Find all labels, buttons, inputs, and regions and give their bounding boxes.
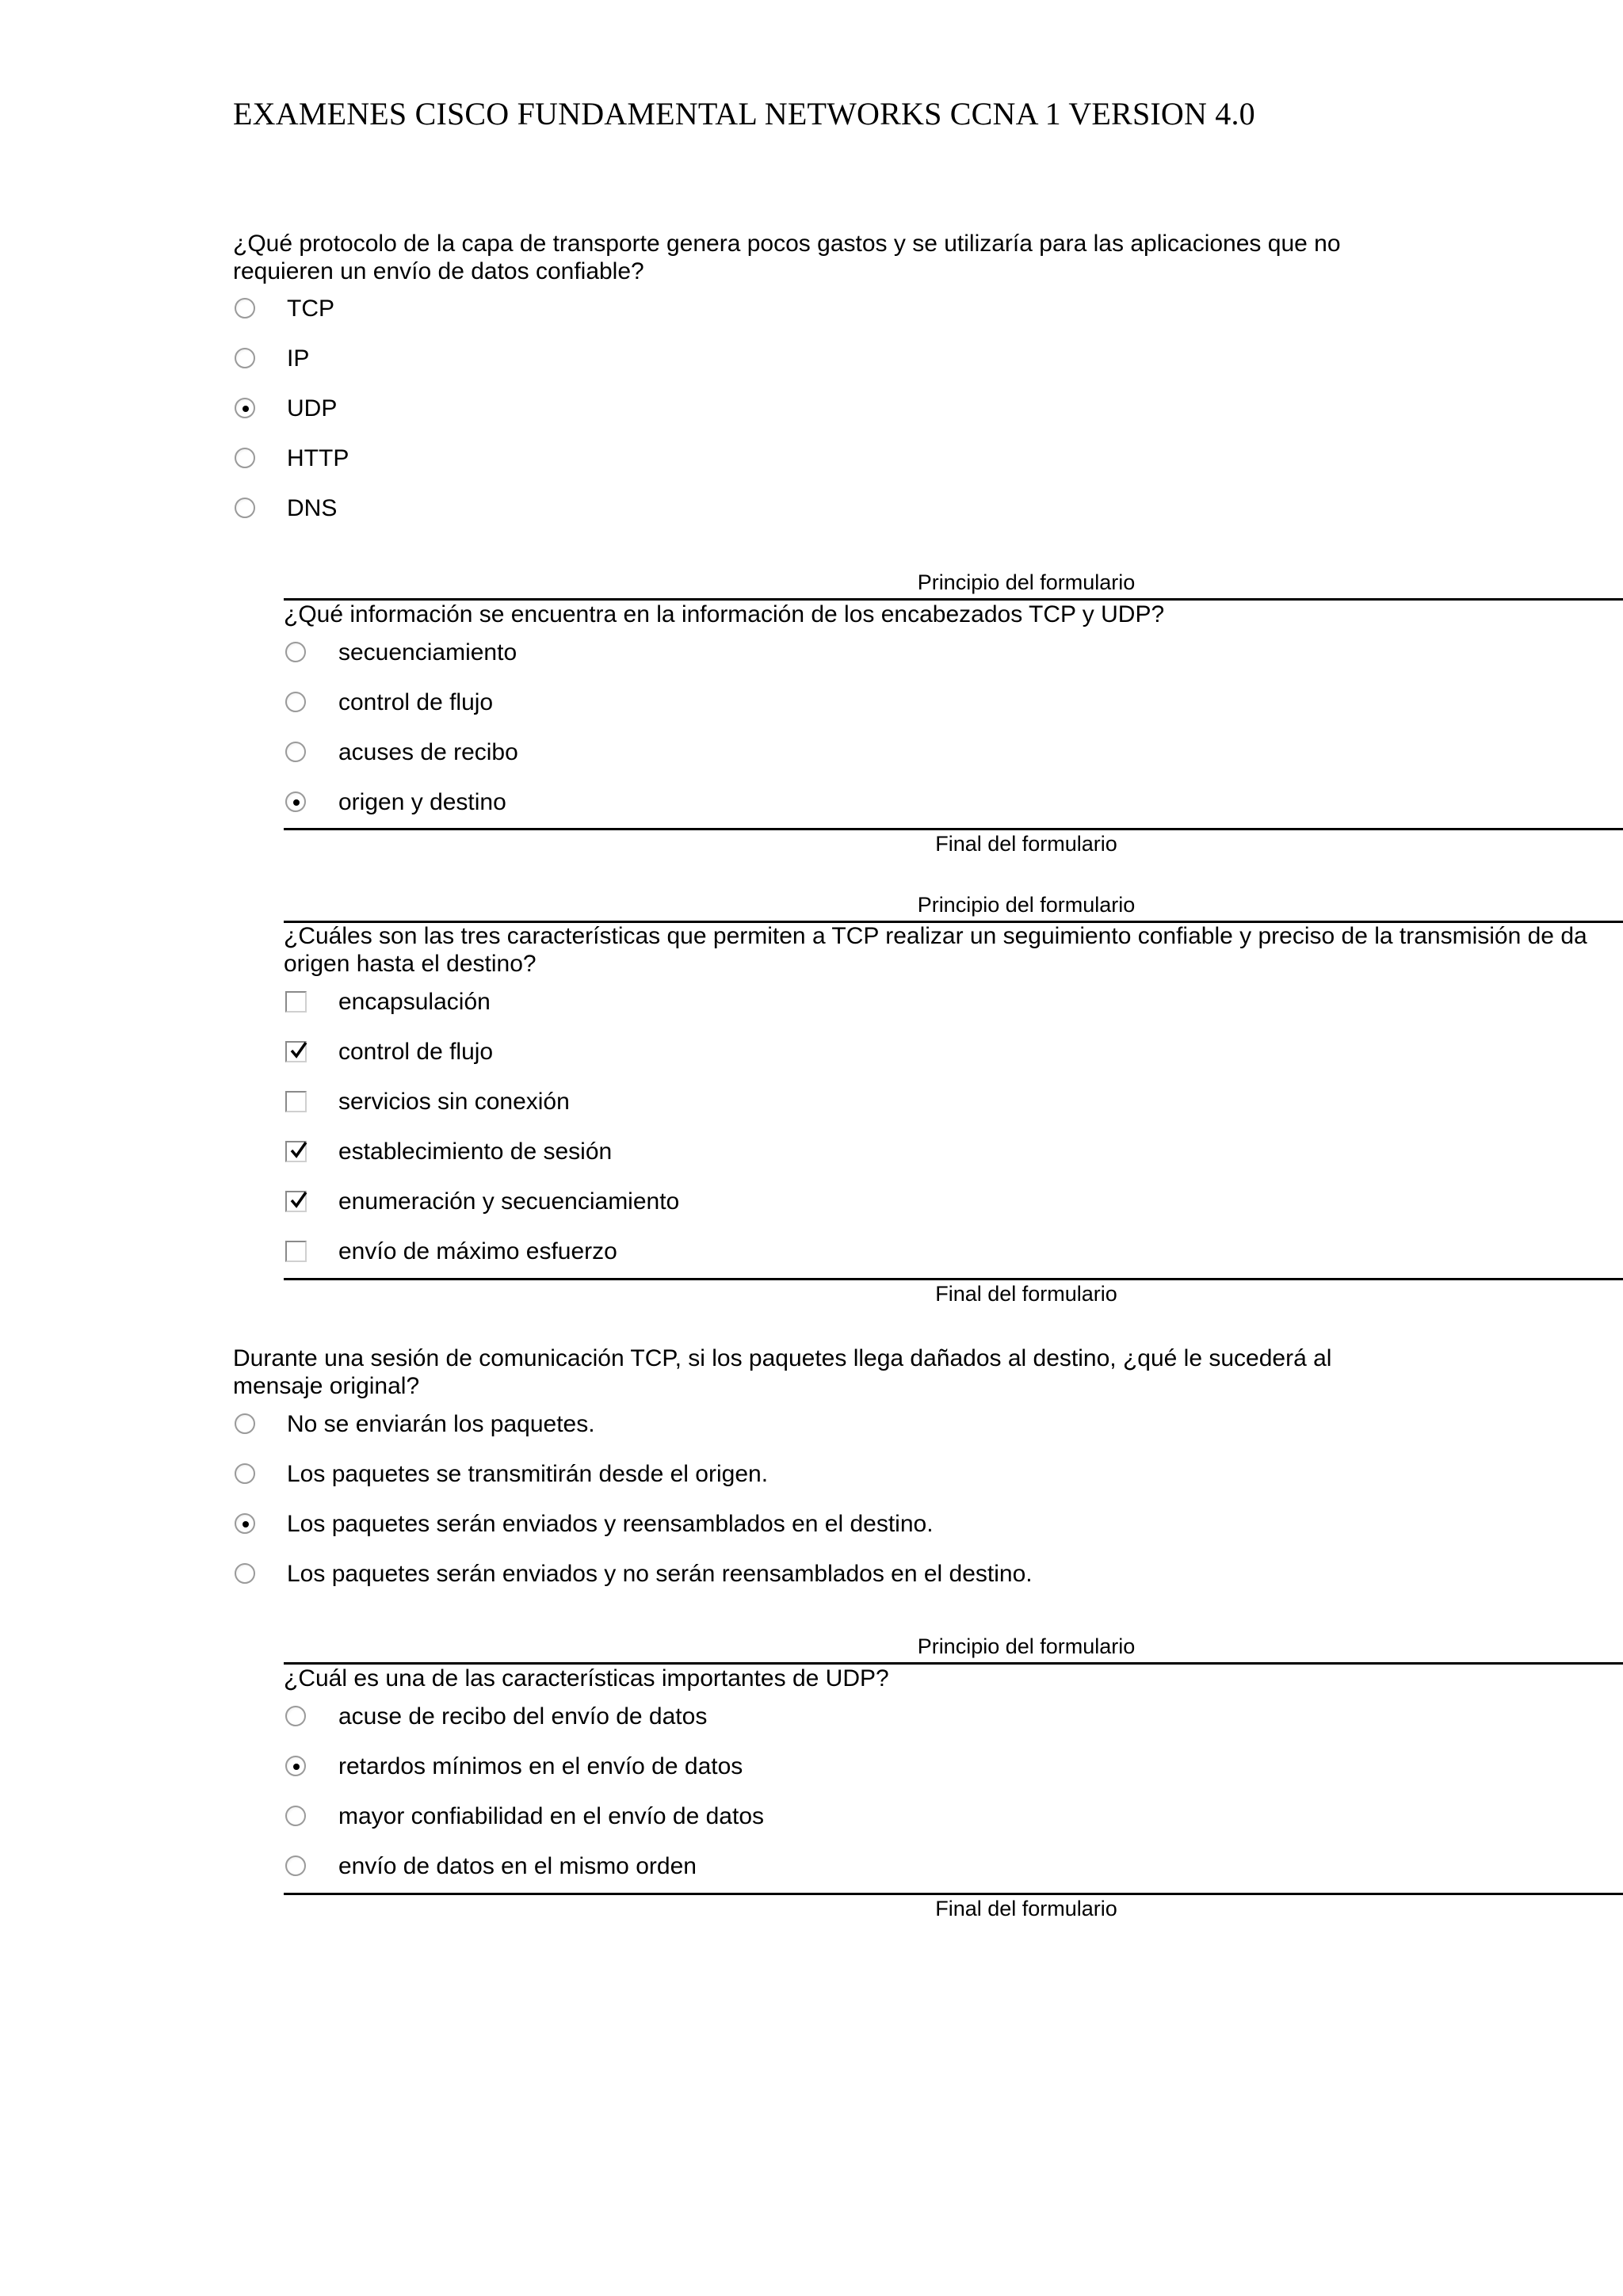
radio-button[interactable] xyxy=(235,1463,255,1484)
option-label: HTTP xyxy=(287,445,349,471)
radio-button[interactable] xyxy=(285,791,306,812)
option-label: Los paquetes serán enviados y no serán reensamblados en el destino. xyxy=(287,1561,1033,1587)
form-end-marker: Final del formulario xyxy=(935,1897,1117,1920)
option-label: acuses de recibo xyxy=(338,739,518,765)
form-bottom-rule xyxy=(284,1893,1623,1895)
option-label: acuse de recibo del envío de datos xyxy=(338,1703,708,1730)
q5-option-2[interactable] xyxy=(285,1751,743,1783)
option-label: control de flujo xyxy=(338,689,494,715)
option-label: mayor confiabilidad en el envío de datos xyxy=(338,1803,765,1829)
q2-option-control-de-flujo[interactable] xyxy=(285,687,493,719)
checkbox[interactable] xyxy=(285,1041,307,1062)
question-1-text: ¿Qué protocolo de la capa de transporte genera pocos gastos y se utilizaría para las aplicaciones que no requieren un envío de datos confiable? xyxy=(233,231,1341,284)
q1-option-udp[interactable] xyxy=(235,393,337,425)
option-label: control de flujo xyxy=(338,1039,494,1065)
radio-button[interactable] xyxy=(285,1706,306,1726)
radio-button[interactable] xyxy=(285,642,306,662)
form-bottom-rule xyxy=(284,828,1623,830)
form-start-marker: Principio del formulario xyxy=(917,1634,1136,1658)
form-end-marker: Final del formulario xyxy=(935,1282,1117,1306)
q2-option-secuenciamiento[interactable] xyxy=(285,637,517,669)
q1-option-tcp[interactable] xyxy=(235,293,334,325)
form-start-marker: Principio del formulario xyxy=(917,893,1136,917)
option-label: IP xyxy=(287,345,310,372)
q5-option-3[interactable] xyxy=(285,1801,764,1833)
question-2-text: ¿Qué información se encuentra en la información de los encabezados TCP y UDP? xyxy=(284,601,1165,627)
q3-option-encapsulacion[interactable] xyxy=(285,986,491,1018)
q1-option-dns[interactable] xyxy=(235,493,337,524)
radio-button[interactable] xyxy=(235,1413,255,1434)
q2-option-origen-y-destino[interactable] xyxy=(285,787,506,818)
checkbox[interactable] xyxy=(285,1091,307,1112)
option-label: Los paquetes serán enviados y reensamblados en el destino. xyxy=(287,1511,934,1537)
radio-button[interactable] xyxy=(285,1855,306,1876)
q3-option-servicios-sin-conexion[interactable] xyxy=(285,1086,570,1118)
option-label: UDP xyxy=(287,395,338,421)
q1-option-ip[interactable] xyxy=(235,343,309,375)
option-label: Los paquetes se transmitirán desde el origen. xyxy=(287,1461,769,1487)
option-label: origen y destino xyxy=(338,789,506,815)
radio-button[interactable] xyxy=(235,348,255,368)
q5-option-1[interactable] xyxy=(285,1701,707,1733)
checkmark-icon xyxy=(289,1040,308,1061)
form-start-marker: Principio del formulario xyxy=(917,570,1136,594)
question-5-text: ¿Cuál es una de las características importantes de UDP? xyxy=(284,1665,889,1691)
question-3-text: ¿Cuáles son las tres características que permiten a TCP realizar un seguimiento confiable y preciso de la transmisión de da origen hasta el destino? xyxy=(284,923,1587,977)
q2-option-acuses-de-recibo[interactable] xyxy=(285,737,518,769)
page-title: EXAMENES CISCO FUNDAMENTAL NETWORKS CCNA 1 VERSION 4.0 xyxy=(233,96,1255,132)
q1-option-http[interactable] xyxy=(235,443,349,475)
checkbox[interactable] xyxy=(285,1141,307,1162)
radio-button[interactable] xyxy=(285,742,306,762)
option-label: retardos mínimos en el envío de datos xyxy=(338,1753,743,1779)
checkbox[interactable] xyxy=(285,1191,307,1212)
option-label: envío de máximo esfuerzo xyxy=(338,1238,617,1264)
radio-button[interactable] xyxy=(235,298,255,318)
radio-button[interactable] xyxy=(235,498,255,518)
checkbox[interactable] xyxy=(285,991,307,1013)
radio-button[interactable] xyxy=(285,692,306,712)
form-bottom-rule xyxy=(284,1278,1623,1280)
option-label: No se enviarán los paquetes. xyxy=(287,1411,595,1437)
form-end-marker: Final del formulario xyxy=(935,832,1117,856)
radio-button[interactable] xyxy=(235,1513,255,1534)
checkmark-icon xyxy=(289,1190,308,1211)
option-label: secuenciamiento xyxy=(338,639,517,666)
question-3-text-clip xyxy=(284,922,1623,982)
option-label: TCP xyxy=(287,296,334,322)
radio-button[interactable] xyxy=(285,1806,306,1826)
option-label: encapsulación xyxy=(338,989,491,1015)
radio-button[interactable] xyxy=(235,448,255,468)
q4-option-4[interactable] xyxy=(235,1558,1033,1590)
checkmark-icon xyxy=(289,1140,308,1161)
q3-option-control-de-flujo[interactable] xyxy=(285,1036,493,1068)
q3-option-envio-de-maximo-esfuerzo[interactable] xyxy=(285,1236,617,1268)
radio-button[interactable] xyxy=(235,398,255,418)
checkbox[interactable] xyxy=(285,1241,307,1262)
radio-button[interactable] xyxy=(235,1563,255,1584)
q3-option-enumeracion-y-secuenciamiento[interactable] xyxy=(285,1186,679,1218)
option-label: DNS xyxy=(287,495,338,521)
option-label: envío de datos en el mismo orden xyxy=(338,1853,697,1879)
option-label: establecimiento de sesión xyxy=(338,1138,613,1165)
q4-option-2[interactable] xyxy=(235,1459,768,1490)
option-label: servicios sin conexión xyxy=(338,1089,570,1115)
q4-option-1[interactable] xyxy=(235,1409,595,1440)
q5-option-4[interactable] xyxy=(285,1851,697,1882)
q4-option-3[interactable] xyxy=(235,1508,934,1540)
q3-option-establecimiento-de-sesion[interactable] xyxy=(285,1136,612,1168)
radio-button[interactable] xyxy=(285,1756,306,1776)
question-4-text: Durante una sesión de comunicación TCP, si los paquetes llega dañados al destino, ¿qué le sucederá al mensaje original? xyxy=(233,1345,1332,1399)
option-label: enumeración y secuenciamiento xyxy=(338,1188,680,1215)
